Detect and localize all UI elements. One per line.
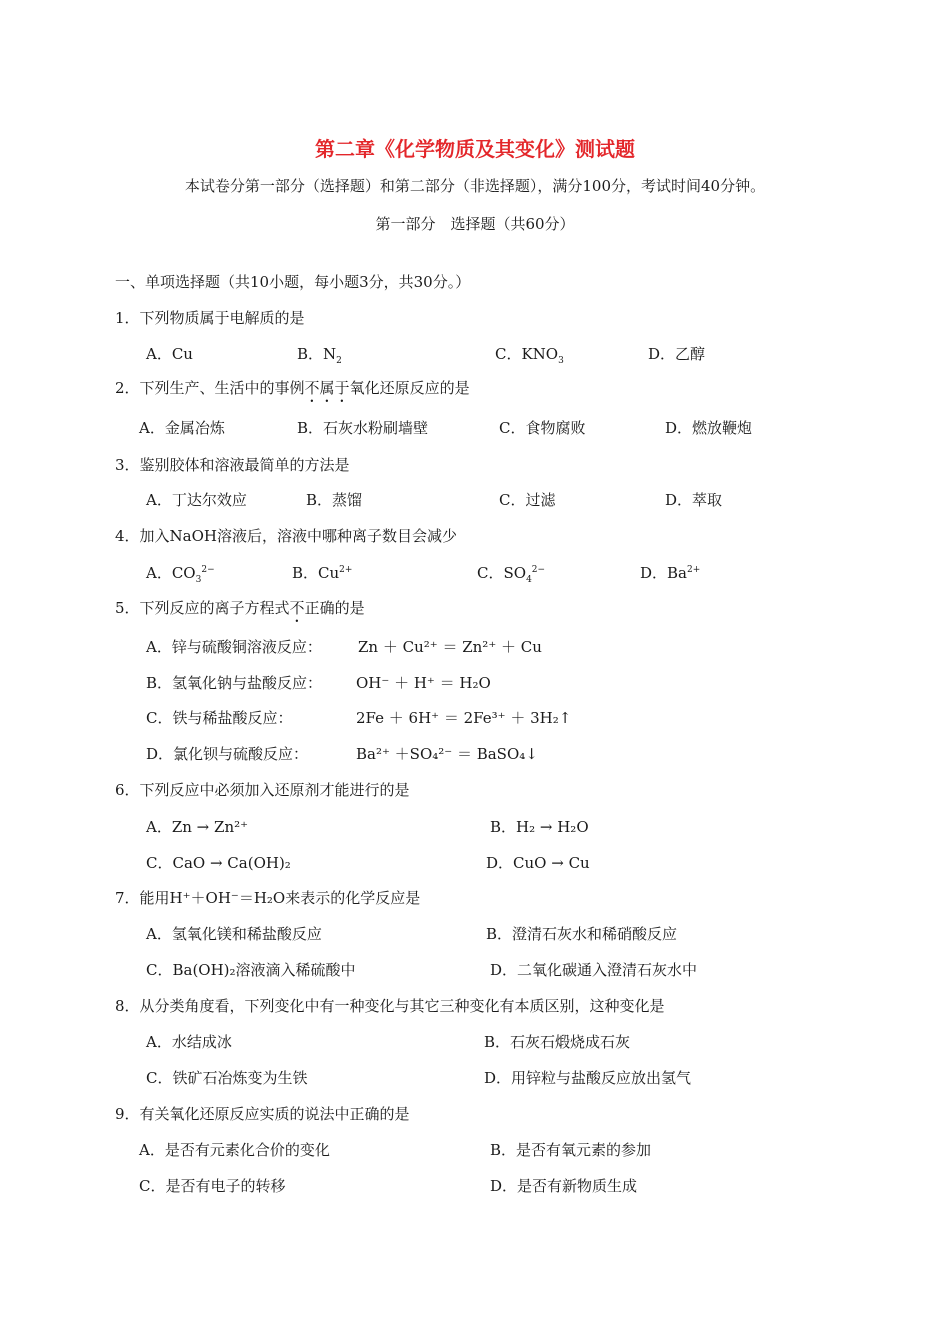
- question-6-stem: 6．下列反应中必须加入还原剂才能进行的是: [115, 781, 410, 799]
- q8-option-a: A．水结成冰: [146, 1033, 232, 1051]
- q5-option-b-equation: OH⁻ ＋ H⁺ ＝ H₂O: [356, 674, 491, 692]
- q7-option-a: A．氢氧化镁和稀盐酸反应: [146, 925, 322, 943]
- page-title: 第二章《化学物质及其变化》测试题: [315, 137, 635, 161]
- q9-option-b: B．是否有氧元素的参加: [490, 1141, 652, 1159]
- q7-option-d: D．二氧化碳通入澄清石灰水中: [490, 961, 698, 979]
- q7-option-c: C．Ba(OH)₂溶液滴入稀硫酸中: [146, 961, 356, 979]
- q5-option-b-label: B．氢氧化钠与盐酸反应：: [146, 674, 323, 692]
- q2-option-d: D．燃放鞭炮: [665, 419, 753, 437]
- q1-option-b: B．$N_2$: [297, 345, 342, 366]
- q4-option-a: A．$CO_3^{2-}$: [146, 564, 215, 585]
- q5-option-c-label: C．铁与稀盐酸反应：: [146, 709, 293, 727]
- q3-option-c: C．过滤: [499, 491, 556, 509]
- q6-option-a: A．Zn → Zn²⁺: [146, 818, 249, 836]
- q3-option-d: D．萃取: [665, 491, 723, 509]
- q4-option-d: D．$Ba^{2+}$: [640, 564, 701, 582]
- q5-option-d-label: D．氯化钡与硫酸反应：: [146, 745, 309, 763]
- question-2-stem: 2．下列生产、生活中的事例不属于氧化还原反应的是: [115, 379, 470, 397]
- q5-option-a-label: A．锌与硫酸铜溶液反应：: [146, 638, 322, 656]
- q9-option-c: C．是否有电子的转移: [139, 1177, 286, 1195]
- q6-option-b: B．H₂ → H₂O: [490, 818, 589, 836]
- q9-option-d: D．是否有新物质生成: [490, 1177, 638, 1195]
- question-5-stem: 5．下列反应的离子方程式不正确的是: [115, 599, 365, 617]
- q2-option-a: A．金属冶炼: [139, 419, 225, 437]
- part-heading: 第一部分 选择题（共60分）: [375, 215, 575, 233]
- q5-option-d-equation: Ba²⁺ ＋SO₄²⁻ ＝ BaSO₄↓: [356, 745, 538, 763]
- q6-option-d: D．CuO → Cu: [486, 854, 590, 872]
- q3-option-b: B．蒸馏: [306, 491, 363, 509]
- question-1-stem: 1．下列物质属于电解质的是: [115, 309, 305, 327]
- question-8-stem: 8．从分类角度看，下列变化中有一种变化与其它三种变化有本质区别，这种变化是: [115, 997, 665, 1015]
- q8-option-c: C．铁矿石冶炼变为生铁: [146, 1069, 308, 1087]
- q6-option-c: C．CaO → Ca(OH)₂: [146, 854, 291, 872]
- q5-option-a-equation: Zn ＋ Cu²⁺ ＝ Zn²⁺ ＋ Cu: [358, 638, 542, 656]
- q4-option-b: B．$Cu^{2+}$: [292, 564, 353, 582]
- question-3-stem: 3．鉴别胶体和溶液最简单的方法是: [115, 456, 350, 474]
- q1-option-a: A．Cu: [146, 345, 193, 363]
- q3-option-a: A．丁达尔效应: [146, 491, 247, 509]
- question-4-stem: 4．加入NaOH溶液后，溶液中哪种离子数目会减少: [115, 527, 457, 545]
- q1-option-d: D．乙醇: [648, 345, 706, 363]
- q2-option-c: C．食物腐败: [499, 419, 586, 437]
- question-9-stem: 9．有关氧化还原反应实质的说法中正确的是: [115, 1105, 410, 1123]
- q8-option-b: B．石灰石煅烧成石灰: [484, 1033, 631, 1051]
- q4-option-c: C．$SO_4^{2-}$: [477, 564, 546, 585]
- q9-option-a: A．是否有元素化合价的变化: [139, 1141, 330, 1159]
- q2-option-b: B．石灰水粉刷墙壁: [297, 419, 429, 437]
- q8-option-d: D．用锌粒与盐酸反应放出氢气: [484, 1069, 692, 1087]
- exam-intro: 本试卷分第一部分（选择题）和第二部分（非选择题），满分100分，考试时间40分钟。: [184, 177, 766, 195]
- section-heading: 一、单项选择题（共10小题，每小题3分，共30分。）: [115, 273, 471, 291]
- question-7-stem: 7．能用H⁺＋OH⁻＝H₂O来表示的化学反应是: [115, 889, 421, 907]
- q5-option-c-equation: 2Fe ＋ 6H⁺ ＝ 2Fe³⁺ ＋ 3H₂↑: [356, 709, 572, 727]
- q7-option-b: B．澄清石灰水和稀硝酸反应: [486, 925, 678, 943]
- q1-option-c: C．$KNO_3$: [495, 345, 564, 366]
